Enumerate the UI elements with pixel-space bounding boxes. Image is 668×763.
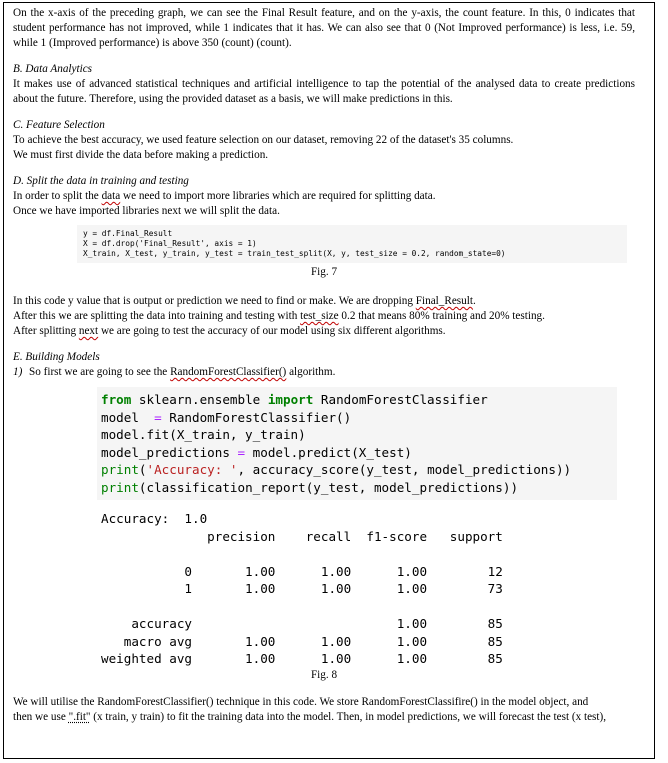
figure-8-caption: Fig. 8: [310, 668, 338, 681]
text-run: After this we are splitting the data into training and testing with: [13, 310, 301, 322]
code-text: , accuracy_score(y_test, model_predictions)): [237, 462, 572, 477]
flagged-word: RandomForestClassifier(): [170, 366, 287, 378]
code-text: (classification_report(y_test, model_predictions)): [138, 479, 519, 495]
section-d-heading: D. Split the data in training and testing: [13, 175, 189, 187]
section-c-heading: C. Feature Selection: [13, 119, 105, 131]
code-string: 'Accuracy: ': [146, 462, 238, 477]
classification-output: [101, 510, 635, 668]
explanation-line-2: [13, 309, 635, 324]
text-run: then we use: [13, 710, 69, 723]
code-line: [101, 391, 613, 409]
model-code-block: [97, 387, 617, 500]
code-line: [101, 409, 613, 427]
output-line: [101, 545, 635, 563]
code-line: y = df.Final_Result: [83, 229, 173, 238]
text-run: 0.2 that means 80% training and 20% testing.: [338, 310, 545, 322]
code-line: model.fit(X_train, y_train): [101, 427, 306, 442]
code-text: (: [138, 462, 147, 477]
section-b-text: It makes use of advanced statistical techniques and artificial intelligence to tap the potential of the analysed data to create predictions about the future. Therefore, using the provided dataset as a basis, we will make predictions in this.: [13, 78, 635, 105]
content: [13, 6, 635, 725]
text-run: After splitting: [13, 325, 79, 337]
code-keyword: import: [267, 392, 314, 407]
output-line: accuracy 1.00 85: [101, 616, 503, 631]
text-run: .: [472, 295, 476, 307]
section-c-line-1: To achieve the best accuracy, we used feature selection on our dataset, removing 22 of the dataset's 35 columns.: [13, 134, 514, 146]
flagged-word: test_size: [300, 310, 339, 322]
figure-7-caption: Fig. 7: [310, 266, 338, 278]
code-line: [101, 461, 613, 479]
code-line: [101, 444, 613, 462]
code-text: sklearn.ensemble: [131, 392, 268, 407]
section-c-line-2: We must first divide the data before making a prediction.: [13, 149, 269, 161]
code-operator: =: [154, 409, 162, 425]
output-line: precision recall f1-score support: [101, 528, 503, 544]
section-b-heading: B. Data Analytics: [13, 63, 93, 75]
explanation-line-1: [13, 294, 635, 309]
final-paragraph-line-2: [13, 710, 635, 725]
list-item-text: [29, 365, 335, 380]
flagged-word: ".fit": [68, 710, 91, 723]
section-d-line-2: Once we have imported libraries next we will split the data.: [13, 205, 280, 217]
code-keyword: from: [101, 392, 132, 407]
output-line: weighted avg 1.00 1.00 1.00 85: [101, 651, 503, 666]
final-paragraph-line-1: We will utilise the RandomForestClassifier() technique in this code. We store RandomForestClassifire() in the model object, and: [13, 695, 589, 708]
code-text: RandomForestClassifier: [313, 392, 488, 407]
text-run: In order to split the: [13, 190, 102, 202]
list-item: [13, 365, 635, 380]
output-line: Accuracy: 1.0: [101, 511, 208, 526]
code-text: model_predictions: [101, 444, 238, 460]
code-text: model.predict(X_test): [245, 444, 412, 460]
text-run: we are going to test the accuracy of our model using six different algorithms.: [98, 325, 446, 337]
flagged-word: next: [78, 325, 99, 337]
code-operator: =: [237, 444, 246, 460]
list-number: 1): [13, 366, 23, 378]
section-e-heading: E. Building Models: [13, 351, 100, 363]
split-code-block: [77, 225, 627, 263]
output-line: 0 1.00 1.00 1.00 12: [101, 563, 503, 579]
output-line: 1 1.00 1.00 1.00 73: [101, 581, 503, 596]
text-run: (x train, y train) to fit the training data into the model. Then, in model predictions, we will forecast the test (x test),: [90, 710, 607, 723]
flagged-word: Final_Result: [415, 295, 473, 307]
code-text: model: [101, 409, 155, 425]
section-d-line-1: [13, 189, 635, 204]
code-text: RandomForestClassifier(): [161, 409, 352, 425]
explanation-line-3: [13, 324, 635, 339]
flagged-word: data: [101, 190, 121, 202]
code-line: X_train, X_test, y_train, y_test = train_test_split(X, y, test_size = 0.2, random_state=0): [83, 249, 506, 258]
code-line: X = df.drop('Final_Result', axis = 1): [83, 239, 257, 248]
text-run: In this code y value that is output or prediction we need to find or make. We are dropping: [13, 295, 416, 307]
text-run: So first we are going to see the: [29, 366, 171, 378]
output-line: [101, 598, 635, 616]
code-builtin: print: [101, 479, 139, 495]
output-line: macro avg 1.00 1.00 1.00 85: [101, 633, 503, 649]
text-run: we need to import more libraries which are required for splitting data.: [120, 190, 436, 202]
code-builtin: print: [101, 462, 139, 477]
code-line: [101, 479, 613, 497]
text-run: algorithm.: [286, 366, 336, 378]
intro-paragraph: On the x-axis of the preceding graph, we can see the Final Result feature, and on the y-axis, the count feature. In this, 0 indicates that student performance has not improved, while 1 indicates that it has. We can also see that 0 (Not Improved performance) is less, i.e. 59, while 1 (Improved performance) is above 350 (count) (count).: [13, 7, 635, 49]
